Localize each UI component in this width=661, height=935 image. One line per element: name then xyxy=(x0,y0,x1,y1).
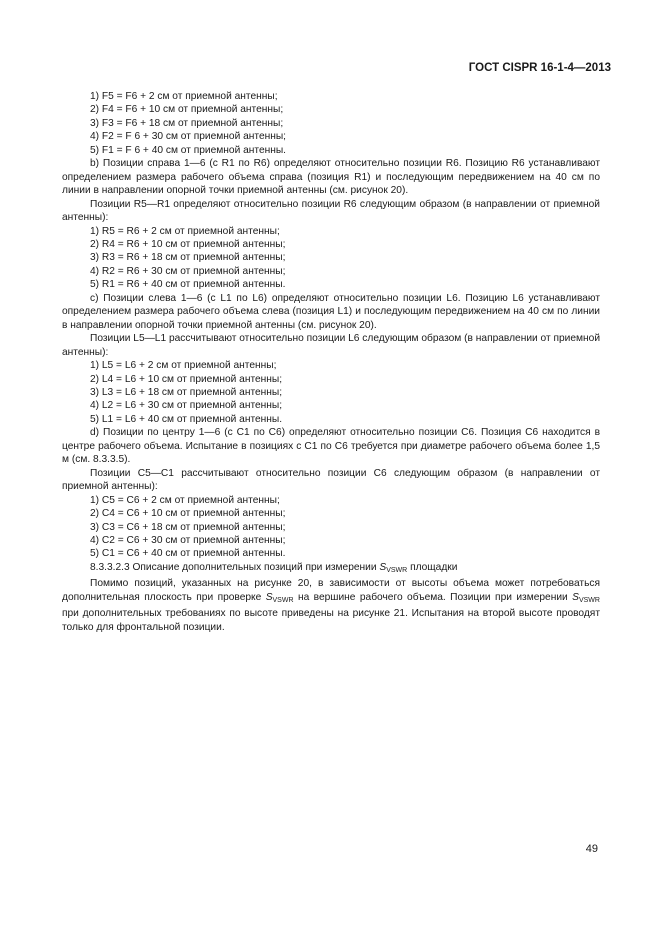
paragraph-b: b) Позиции справа 1—6 (с R1 по R6) определяют относительно позиции R6. Позицию R6 устанавливают определением размера рабочего объема справа (позиция R1) и последующим передвижением на 40 см по линии в направлении опорной точки приемной антенны (см. рисунок 20). xyxy=(62,158,600,197)
list-item: 5) L1 = L6 + 40 см от приемной антенны. xyxy=(90,413,283,425)
list-item: 4) L2 = L6 + 30 см от приемной антенны; xyxy=(90,400,283,412)
list-item: 2) R4 = R6 + 10 см от приемной антенны; xyxy=(90,238,286,250)
list-item: 3) C3 = C6 + 18 см от приемной антенны; xyxy=(90,521,286,533)
section-paragraph-part1: Помимо позиций, указанных на рисунке 20, в зависимости от высоты объема может потребоваться дополнительная плоскость при проверке xyxy=(62,578,600,603)
list-r xyxy=(62,225,600,292)
section-paragraph-part2: на вершине рабочего объема. Позиции при измерении xyxy=(297,591,568,603)
document-header: ГОСТ CISPR 16-1-4—2013 xyxy=(468,62,611,74)
document-body xyxy=(62,90,600,634)
paragraph-c-intro: Позиции C5—C1 рассчитывают относительно позиции C6 следующим образом (в направлении от приемной антенны): xyxy=(62,467,600,493)
list-item: 4) C2 = C6 + 30 см от приемной антенны; xyxy=(90,534,286,546)
list-c xyxy=(62,494,600,561)
list-item: 3) F3 = F6 + 18 см от приемной антенны; xyxy=(90,117,284,129)
paragraph-c: c) Позиции слева 1—6 (с L1 по L6) определяют относительно позиции L6. Позицию L6 устанавливают определением размера рабочего объема слева (позиция L1) и последующим передвижением на 40 см по линии в направлении опорной точки приемной антенны (см. рисунок 20). xyxy=(62,292,600,331)
list-item: 3) L3 = L6 + 18 см от приемной антенны; xyxy=(90,386,283,398)
list-f xyxy=(62,90,600,157)
list-item: 1) F5 = F6 + 2 см от приемной антенны; xyxy=(90,91,278,102)
list-item: 1) L5 = L6 + 2 см от приемной антенны; xyxy=(90,360,277,372)
paragraph-d: d) Позиции по центру 1—6 (с C1 по C6) определяют относительно позиции C6. Позиция C6 находится в центре рабочего объема. Испытание в позициях с C1 по C6 требуется при диаметре рабочего объема более 1,5 м (см. 8.3.3.5). xyxy=(62,427,600,466)
list-item: 5) R1 = R6 + 40 см от приемной антенны. xyxy=(90,279,286,291)
page-number: 49 xyxy=(585,843,598,855)
s-vswr-symbol: $S_{VSWR}$ xyxy=(379,561,408,574)
list-item: 3) R3 = R6 + 18 см от приемной антенны; xyxy=(90,252,286,264)
section-paragraph-part3: при дополнительных требованиях по высоте приведены на рисунке 21. Испытания на второй высоте проводят только для фронтальной позиции. xyxy=(62,608,600,633)
section-heading-tail: площадки xyxy=(410,561,458,573)
list-item: 2) F4 = F6 + 10 см от приемной антенны; xyxy=(90,104,284,116)
section-heading-text: 8.3.3.2.3 Описание дополнительных позиций при измерении xyxy=(90,561,377,573)
list-item: 5) C1 = C6 + 40 см от приемной антенны. xyxy=(90,548,286,560)
list-item: 2) C4 = C6 + 10 см от приемной антенны; xyxy=(90,508,286,520)
list-item: 2) L4 = L6 + 10 см от приемной антенны; xyxy=(90,373,283,385)
s-vswr-symbol: $S_{VSWR}$ xyxy=(265,591,294,604)
paragraph-l-intro: Позиции L5—L1 рассчитывают относительно позиции L6 следующим образом (в направлении от приемной антенны): xyxy=(62,333,601,358)
list-item: 1) R5 = R6 + 2 см от приемной антенны; xyxy=(90,225,280,237)
section-paragraph xyxy=(62,577,600,634)
list-item: 5) F1 = F 6 + 40 см от приемной антенны. xyxy=(90,144,287,156)
list-l xyxy=(62,359,600,426)
list-item: 4) R2 = R6 + 30 см от приемной антенны; xyxy=(90,265,286,277)
list-item: 1) C5 = C6 + 2 см от приемной антенны; xyxy=(90,494,280,506)
paragraph-r-intro: Позиции R5—R1 определяют относительно позиции R6 следующим образом (в направлении от приемной антенны): xyxy=(62,198,600,224)
list-item: 4) F2 = F 6 + 30 см от приемной антенны; xyxy=(90,131,287,143)
section-heading xyxy=(62,561,600,577)
s-vswr-symbol: $S_{VSWR}$ xyxy=(572,591,600,604)
